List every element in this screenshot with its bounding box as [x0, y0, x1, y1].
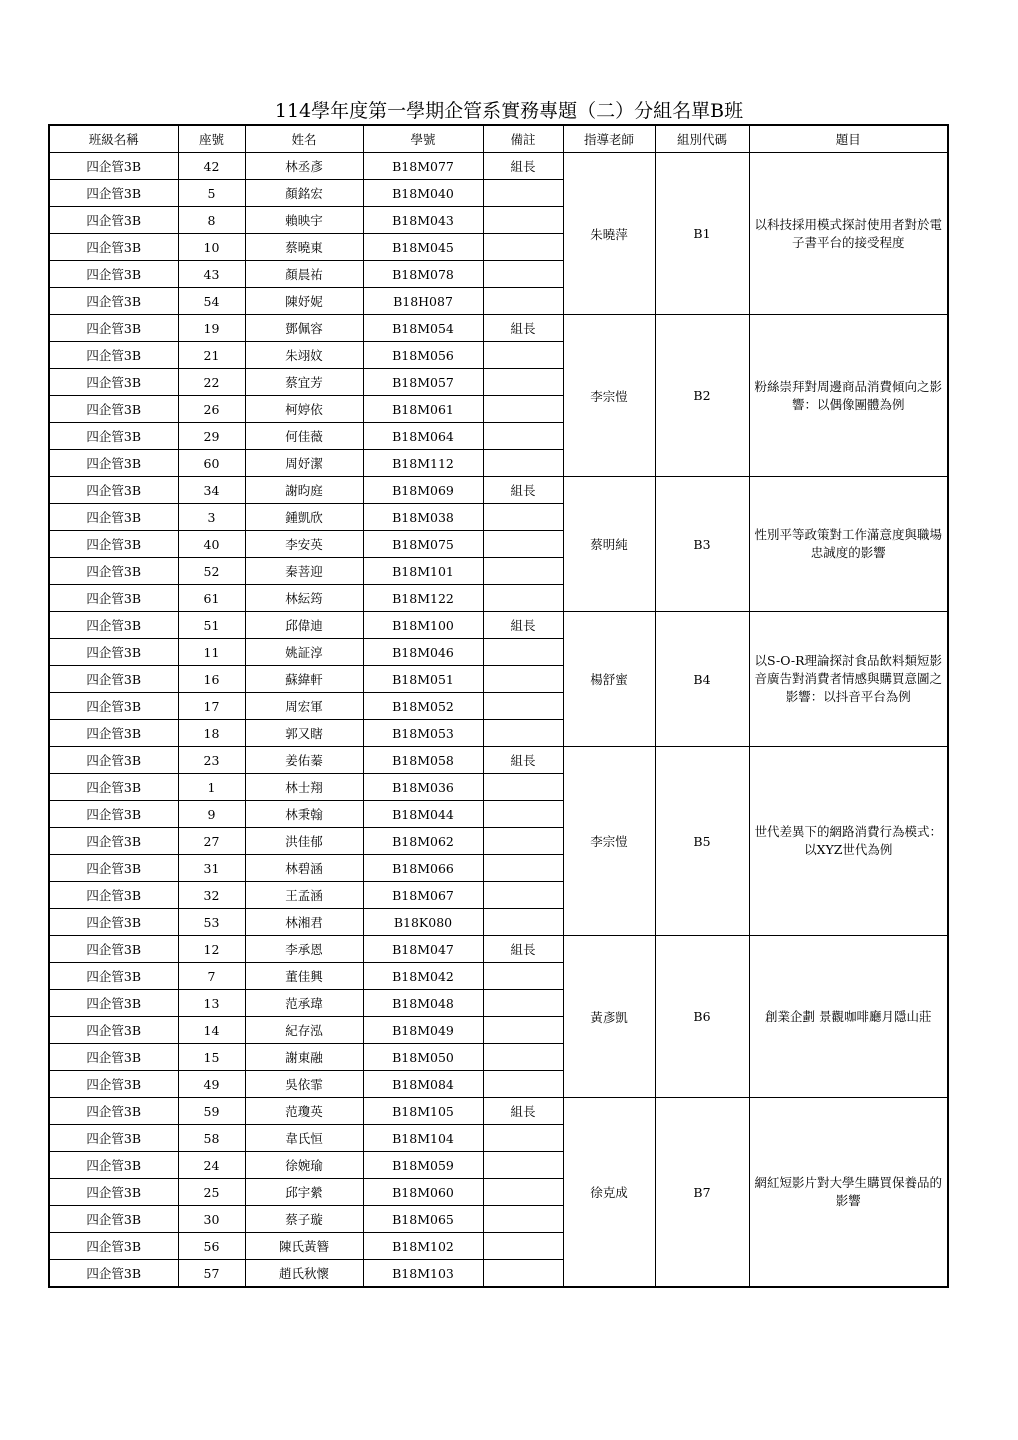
cell-student-id: B18M058 [363, 747, 483, 774]
cell-name: 李安英 [245, 531, 363, 558]
cell-class: 四企管3B [49, 207, 178, 234]
cell-teacher: 徐克成 [563, 1098, 655, 1288]
cell-name: 范瓊英 [245, 1098, 363, 1125]
cell-note [483, 1152, 563, 1179]
cell-name: 林紜筠 [245, 585, 363, 612]
cell-student-id: B18M101 [363, 558, 483, 585]
cell-seat: 32 [178, 882, 245, 909]
cell-name: 何佳薇 [245, 423, 363, 450]
cell-name: 謝昀庭 [245, 477, 363, 504]
cell-note: 組長 [483, 1098, 563, 1125]
cell-seat: 26 [178, 396, 245, 423]
cell-seat: 53 [178, 909, 245, 936]
cell-note [483, 342, 563, 369]
header-group-code: 組別代碼 [655, 125, 749, 153]
cell-name: 趙氏秋懷 [245, 1260, 363, 1288]
cell-name: 范承瑋 [245, 990, 363, 1017]
header-topic: 題目 [749, 125, 948, 153]
cell-note [483, 963, 563, 990]
cell-seat: 18 [178, 720, 245, 747]
cell-name: 蔡宜芳 [245, 369, 363, 396]
cell-seat: 27 [178, 828, 245, 855]
cell-class: 四企管3B [49, 234, 178, 261]
cell-student-id: B18M040 [363, 180, 483, 207]
cell-student-id: B18M053 [363, 720, 483, 747]
cell-class: 四企管3B [49, 477, 178, 504]
cell-seat: 15 [178, 1044, 245, 1071]
cell-note [483, 801, 563, 828]
cell-student-id: B18M048 [363, 990, 483, 1017]
cell-seat: 59 [178, 1098, 245, 1125]
cell-seat: 1 [178, 774, 245, 801]
cell-name: 陳妤妮 [245, 288, 363, 315]
cell-name: 王孟涵 [245, 882, 363, 909]
cell-note: 組長 [483, 477, 563, 504]
cell-group-code: B2 [655, 315, 749, 477]
cell-name: 謝東融 [245, 1044, 363, 1071]
cell-note [483, 693, 563, 720]
cell-note [483, 1233, 563, 1260]
cell-class: 四企管3B [49, 990, 178, 1017]
cell-group-code: B4 [655, 612, 749, 747]
cell-student-id: B18M054 [363, 315, 483, 342]
cell-student-id: B18M042 [363, 963, 483, 990]
cell-name: 郭又瞎 [245, 720, 363, 747]
cell-name: 林湘君 [245, 909, 363, 936]
header-seat: 座號 [178, 125, 245, 153]
cell-name: 顏銘宏 [245, 180, 363, 207]
document-title: 114學年度第一學期企管系實務專題（二）分組名單B班 [274, 100, 744, 122]
cell-student-id: B18M105 [363, 1098, 483, 1125]
group-roster-table [48, 124, 949, 1288]
cell-name: 林碧涵 [245, 855, 363, 882]
cell-topic: 粉絲崇拜對周邊商品消費傾向之影響：以偶像團體為例 [749, 315, 948, 477]
cell-name: 鄧佩容 [245, 315, 363, 342]
cell-note: 組長 [483, 153, 563, 180]
cell-seat: 11 [178, 639, 245, 666]
cell-seat: 5 [178, 180, 245, 207]
cell-note [483, 774, 563, 801]
table-row [49, 1098, 948, 1125]
cell-seat: 29 [178, 423, 245, 450]
cell-note [483, 1125, 563, 1152]
cell-student-id: B18M060 [363, 1179, 483, 1206]
cell-student-id: B18M062 [363, 828, 483, 855]
cell-seat: 17 [178, 693, 245, 720]
cell-class: 四企管3B [49, 612, 178, 639]
cell-seat: 3 [178, 504, 245, 531]
cell-name: 徐婉瑜 [245, 1152, 363, 1179]
cell-note: 組長 [483, 747, 563, 774]
cell-class: 四企管3B [49, 1179, 178, 1206]
cell-class: 四企管3B [49, 1098, 178, 1125]
cell-seat: 34 [178, 477, 245, 504]
cell-teacher: 李宗愷 [563, 747, 655, 936]
cell-seat: 60 [178, 450, 245, 477]
cell-class: 四企管3B [49, 720, 178, 747]
cell-note: 組長 [483, 936, 563, 963]
cell-seat: 12 [178, 936, 245, 963]
cell-name: 董佳興 [245, 963, 363, 990]
cell-note [483, 909, 563, 936]
cell-topic: 網紅短影片對大學生購買保養品的影響 [749, 1098, 948, 1288]
cell-group-code: B3 [655, 477, 749, 612]
cell-class: 四企管3B [49, 423, 178, 450]
cell-note [483, 1017, 563, 1044]
cell-seat: 40 [178, 531, 245, 558]
cell-student-id: B18M065 [363, 1206, 483, 1233]
cell-note [483, 423, 563, 450]
header-name: 姓名 [245, 125, 363, 153]
cell-note [483, 234, 563, 261]
cell-class: 四企管3B [49, 585, 178, 612]
cell-student-id: B18M044 [363, 801, 483, 828]
header-row [49, 125, 948, 153]
cell-student-id: B18H087 [363, 288, 483, 315]
cell-student-id: B18M052 [363, 693, 483, 720]
cell-seat: 13 [178, 990, 245, 1017]
cell-seat: 25 [178, 1179, 245, 1206]
cell-class: 四企管3B [49, 1125, 178, 1152]
cell-name: 姜佑蓁 [245, 747, 363, 774]
cell-seat: 16 [178, 666, 245, 693]
cell-class: 四企管3B [49, 450, 178, 477]
cell-student-id: B18M067 [363, 882, 483, 909]
cell-student-id: B18M059 [363, 1152, 483, 1179]
cell-group-code: B6 [655, 936, 749, 1098]
cell-class: 四企管3B [49, 180, 178, 207]
cell-name: 朱翊妏 [245, 342, 363, 369]
table-row [49, 936, 948, 963]
cell-note: 組長 [483, 612, 563, 639]
cell-seat: 49 [178, 1071, 245, 1098]
cell-note [483, 585, 563, 612]
cell-name: 洪佳郁 [245, 828, 363, 855]
cell-seat: 56 [178, 1233, 245, 1260]
cell-class: 四企管3B [49, 1260, 178, 1288]
cell-group-code: B1 [655, 153, 749, 315]
cell-student-id: B18M069 [363, 477, 483, 504]
table-row [49, 153, 948, 180]
table-row [49, 477, 948, 504]
cell-note [483, 1071, 563, 1098]
cell-class: 四企管3B [49, 153, 178, 180]
cell-note [483, 828, 563, 855]
cell-student-id: B18M057 [363, 369, 483, 396]
table-row [49, 612, 948, 639]
cell-name: 韋氏恒 [245, 1125, 363, 1152]
cell-seat: 57 [178, 1260, 245, 1288]
cell-teacher: 黃彥凱 [563, 936, 655, 1098]
cell-class: 四企管3B [49, 558, 178, 585]
cell-name: 柯婷依 [245, 396, 363, 423]
cell-note [483, 666, 563, 693]
cell-note [483, 531, 563, 558]
cell-student-id: B18M046 [363, 639, 483, 666]
cell-name: 周妤潔 [245, 450, 363, 477]
cell-student-id: B18M049 [363, 1017, 483, 1044]
cell-student-id: B18M050 [363, 1044, 483, 1071]
cell-name: 賴映宇 [245, 207, 363, 234]
cell-class: 四企管3B [49, 1233, 178, 1260]
cell-class: 四企管3B [49, 1206, 178, 1233]
cell-student-id: B18M036 [363, 774, 483, 801]
cell-teacher: 蔡明純 [563, 477, 655, 612]
cell-seat: 30 [178, 1206, 245, 1233]
cell-topic: 性別平等政策對工作滿意度與職場忠誠度的影響 [749, 477, 948, 612]
cell-note [483, 396, 563, 423]
cell-student-id: B18M047 [363, 936, 483, 963]
cell-student-id: B18M043 [363, 207, 483, 234]
cell-seat: 42 [178, 153, 245, 180]
cell-seat: 51 [178, 612, 245, 639]
cell-class: 四企管3B [49, 963, 178, 990]
cell-seat: 52 [178, 558, 245, 585]
cell-class: 四企管3B [49, 774, 178, 801]
cell-student-id: B18M045 [363, 234, 483, 261]
cell-name: 蔡曉東 [245, 234, 363, 261]
cell-note [483, 855, 563, 882]
cell-note [483, 180, 563, 207]
cell-class: 四企管3B [49, 909, 178, 936]
cell-group-code: B7 [655, 1098, 749, 1288]
cell-name: 林丞彥 [245, 153, 363, 180]
cell-student-id: B18M077 [363, 153, 483, 180]
cell-note [483, 1206, 563, 1233]
cell-note [483, 1044, 563, 1071]
cell-seat: 21 [178, 342, 245, 369]
cell-name: 紀存泓 [245, 1017, 363, 1044]
cell-note [483, 504, 563, 531]
cell-class: 四企管3B [49, 1071, 178, 1098]
cell-note [483, 288, 563, 315]
cell-group-code: B5 [655, 747, 749, 936]
cell-name: 鍾凱欣 [245, 504, 363, 531]
cell-seat: 31 [178, 855, 245, 882]
cell-student-id: B18M056 [363, 342, 483, 369]
cell-student-id: B18M084 [363, 1071, 483, 1098]
cell-note [483, 369, 563, 396]
cell-note [483, 207, 563, 234]
cell-student-id: B18M122 [363, 585, 483, 612]
cell-seat: 58 [178, 1125, 245, 1152]
cell-topic: 世代差異下的網路消費行為模式：以XYZ世代為例 [749, 747, 948, 936]
cell-topic: 以科技採用模式探討使用者對於電子書平台的接受程度 [749, 153, 948, 315]
cell-class: 四企管3B [49, 747, 178, 774]
cell-student-id: B18M066 [363, 855, 483, 882]
cell-name: 秦菩迎 [245, 558, 363, 585]
cell-class: 四企管3B [49, 1044, 178, 1071]
cell-class: 四企管3B [49, 1152, 178, 1179]
cell-seat: 14 [178, 1017, 245, 1044]
cell-student-id: B18M038 [363, 504, 483, 531]
header-teacher: 指導老師 [563, 125, 655, 153]
table-row [49, 315, 948, 342]
cell-teacher: 楊舒蜜 [563, 612, 655, 747]
cell-class: 四企管3B [49, 342, 178, 369]
cell-name: 姚証淳 [245, 639, 363, 666]
cell-class: 四企管3B [49, 828, 178, 855]
header-student-id: 學號 [363, 125, 483, 153]
cell-class: 四企管3B [49, 504, 178, 531]
cell-class: 四企管3B [49, 801, 178, 828]
cell-teacher: 朱曉萍 [563, 153, 655, 315]
cell-seat: 24 [178, 1152, 245, 1179]
cell-topic: 創業企劃 景觀咖啡廳月隱山莊 [749, 936, 948, 1098]
cell-note [483, 1260, 563, 1288]
cell-class: 四企管3B [49, 315, 178, 342]
cell-student-id: B18M061 [363, 396, 483, 423]
cell-class: 四企管3B [49, 882, 178, 909]
cell-seat: 61 [178, 585, 245, 612]
cell-name: 陳氏黃簪 [245, 1233, 363, 1260]
cell-class: 四企管3B [49, 639, 178, 666]
cell-note [483, 720, 563, 747]
cell-student-id: B18M104 [363, 1125, 483, 1152]
cell-name: 邱偉迪 [245, 612, 363, 639]
cell-class: 四企管3B [49, 288, 178, 315]
cell-class: 四企管3B [49, 666, 178, 693]
cell-class: 四企管3B [49, 1017, 178, 1044]
cell-seat: 22 [178, 369, 245, 396]
cell-seat: 19 [178, 315, 245, 342]
cell-name: 吳依霏 [245, 1071, 363, 1098]
cell-student-id: B18M051 [363, 666, 483, 693]
cell-name: 邱宇縈 [245, 1179, 363, 1206]
header-class: 班級名稱 [49, 125, 178, 153]
cell-student-id: B18M103 [363, 1260, 483, 1288]
cell-name: 周宏軍 [245, 693, 363, 720]
cell-seat: 43 [178, 261, 245, 288]
cell-note [483, 261, 563, 288]
cell-topic: 以S-O-R理論探討食品飲料類短影音廣告對消費者情感與購買意圖之影響：以抖音平台為例 [749, 612, 948, 747]
cell-name: 蔡子璇 [245, 1206, 363, 1233]
cell-student-id: B18M075 [363, 531, 483, 558]
cell-note [483, 1179, 563, 1206]
cell-teacher: 李宗愷 [563, 315, 655, 477]
cell-seat: 54 [178, 288, 245, 315]
cell-note [483, 990, 563, 1017]
cell-class: 四企管3B [49, 531, 178, 558]
cell-student-id: B18M102 [363, 1233, 483, 1260]
header-note: 備註 [483, 125, 563, 153]
cell-note: 組長 [483, 315, 563, 342]
cell-name: 蘇緯軒 [245, 666, 363, 693]
cell-note [483, 882, 563, 909]
cell-class: 四企管3B [49, 369, 178, 396]
table-row [49, 747, 948, 774]
cell-class: 四企管3B [49, 855, 178, 882]
cell-class: 四企管3B [49, 261, 178, 288]
cell-note [483, 558, 563, 585]
cell-student-id: B18M100 [363, 612, 483, 639]
cell-seat: 9 [178, 801, 245, 828]
cell-note [483, 450, 563, 477]
cell-name: 李承恩 [245, 936, 363, 963]
cell-student-id: B18M112 [363, 450, 483, 477]
cell-seat: 8 [178, 207, 245, 234]
cell-class: 四企管3B [49, 693, 178, 720]
cell-student-id: B18M064 [363, 423, 483, 450]
cell-seat: 23 [178, 747, 245, 774]
cell-class: 四企管3B [49, 396, 178, 423]
cell-student-id: B18M078 [363, 261, 483, 288]
cell-class: 四企管3B [49, 936, 178, 963]
cell-name: 林秉翰 [245, 801, 363, 828]
roster-body [49, 153, 948, 1288]
cell-name: 顏晨祐 [245, 261, 363, 288]
cell-name: 林士翔 [245, 774, 363, 801]
cell-note [483, 639, 563, 666]
cell-seat: 10 [178, 234, 245, 261]
cell-student-id: B18K080 [363, 909, 483, 936]
cell-seat: 7 [178, 963, 245, 990]
